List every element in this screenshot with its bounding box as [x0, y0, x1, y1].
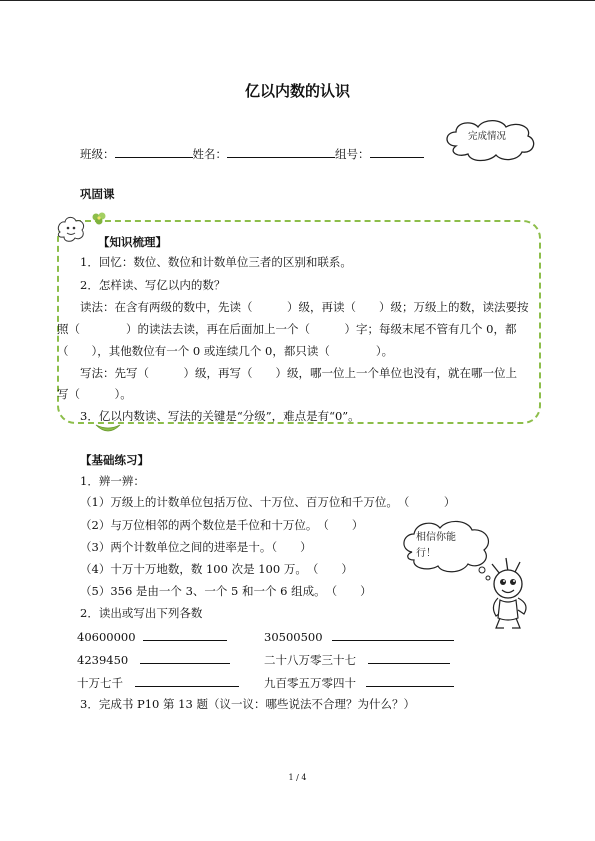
number-item: 30500500	[264, 630, 323, 644]
class-label: 班级：	[80, 147, 115, 161]
sheep-doodle-icon	[54, 212, 88, 246]
judge-item-4: （4）十万十万地数，数 100 次是 100 万。 （ ）	[80, 562, 353, 576]
answer-blank[interactable]	[143, 628, 227, 641]
answer-blank[interactable]	[368, 651, 450, 664]
section-consolidate: 巩固课	[80, 187, 115, 201]
group-label: 组号：	[335, 147, 370, 161]
knowledge-heading: 【知识梳理】	[98, 235, 167, 249]
answer-blank[interactable]	[140, 651, 230, 664]
number-item: 二十八万零三十七	[264, 653, 356, 667]
number-row-1-left	[77, 628, 227, 644]
knowledge-line-2: 2．怎样读、写亿以内的数？	[80, 278, 226, 292]
knowledge-line-1: 1．回忆：数位、数位和计数单位三者的区别和联系。	[80, 255, 352, 269]
name-blank[interactable]	[227, 145, 335, 158]
cartoon-character-icon	[482, 556, 538, 632]
group-blank[interactable]	[370, 145, 424, 158]
answer-blank[interactable]	[366, 674, 454, 687]
number-item: 4239450	[77, 653, 129, 667]
number-item: 40600000	[77, 630, 136, 644]
judge-item-5: （5）356 是由一个 3、一个 5 和一个 6 组成。 （ ）	[80, 584, 372, 598]
judge-item-2: （2）与万位相邻的两个数位是千位和十万位。 （ ）	[80, 518, 364, 532]
question-3: 3．完成书 P10 第 13 题（议一议：哪些说法不合理？为什么？）	[80, 697, 415, 711]
number-row-2-right	[264, 651, 450, 668]
write-rule-a: 写法：先写（ ）级，再写（ ）级，哪一位上一个单位也没有，就在哪一位上	[80, 366, 517, 380]
read-rule-a: 读法：在含有两级的数中，先读（ ）级，再读（ ）级；万级上的数，读法要按	[80, 300, 529, 314]
class-blank[interactable]	[115, 145, 193, 158]
completion-cloud-text: 完成情况	[468, 131, 507, 142]
header-row	[80, 145, 424, 162]
answer-blank[interactable]	[135, 674, 239, 687]
number-row-1-right	[264, 628, 454, 644]
answer-blank[interactable]	[332, 628, 454, 641]
question-1: 1．辨一辨：	[80, 474, 145, 488]
read-rule-c: （ ），其他数位有一个 0 或连续几个 0，都只读（ ）。	[57, 344, 394, 358]
basic-heading: 【基础练习】	[80, 453, 149, 467]
number-item: 九百零五万零四十	[264, 676, 356, 690]
page-title: 亿以内数的认识	[244, 82, 350, 100]
judge-item-1: （1）万级上的计数单位包括万位、十万位、百万位和千万位。 （ ）	[80, 495, 456, 509]
write-rule-b: 写（ ）。	[57, 387, 132, 401]
name-label: 姓名：	[192, 147, 227, 161]
number-row-3-left	[77, 674, 239, 691]
bubble-text-2: 行！	[416, 548, 436, 559]
number-row-3-right	[264, 674, 454, 691]
flower-icon	[90, 212, 110, 226]
leaf-icon	[94, 421, 122, 435]
knowledge-line-3: 3．亿以内数读、写法的关键是“分级”，难点是有“0”。	[80, 409, 360, 423]
judge-item-3: （3）两个计数单位之间的进率是十。（ ）	[80, 540, 312, 554]
question-2: 2．读出或写出下列各数	[80, 606, 203, 620]
bubble-text-1: 相信你能	[416, 532, 456, 543]
top-border	[0, 0, 595, 1]
number-row-2-left	[77, 651, 230, 667]
number-item: 十万七千	[77, 676, 123, 690]
page-number: 1 / 4	[288, 773, 307, 782]
read-rule-b: 照（ ）的读法去读，再在后面加上一个（ ）字；每级末尾不管有几个 0，都	[57, 322, 517, 336]
